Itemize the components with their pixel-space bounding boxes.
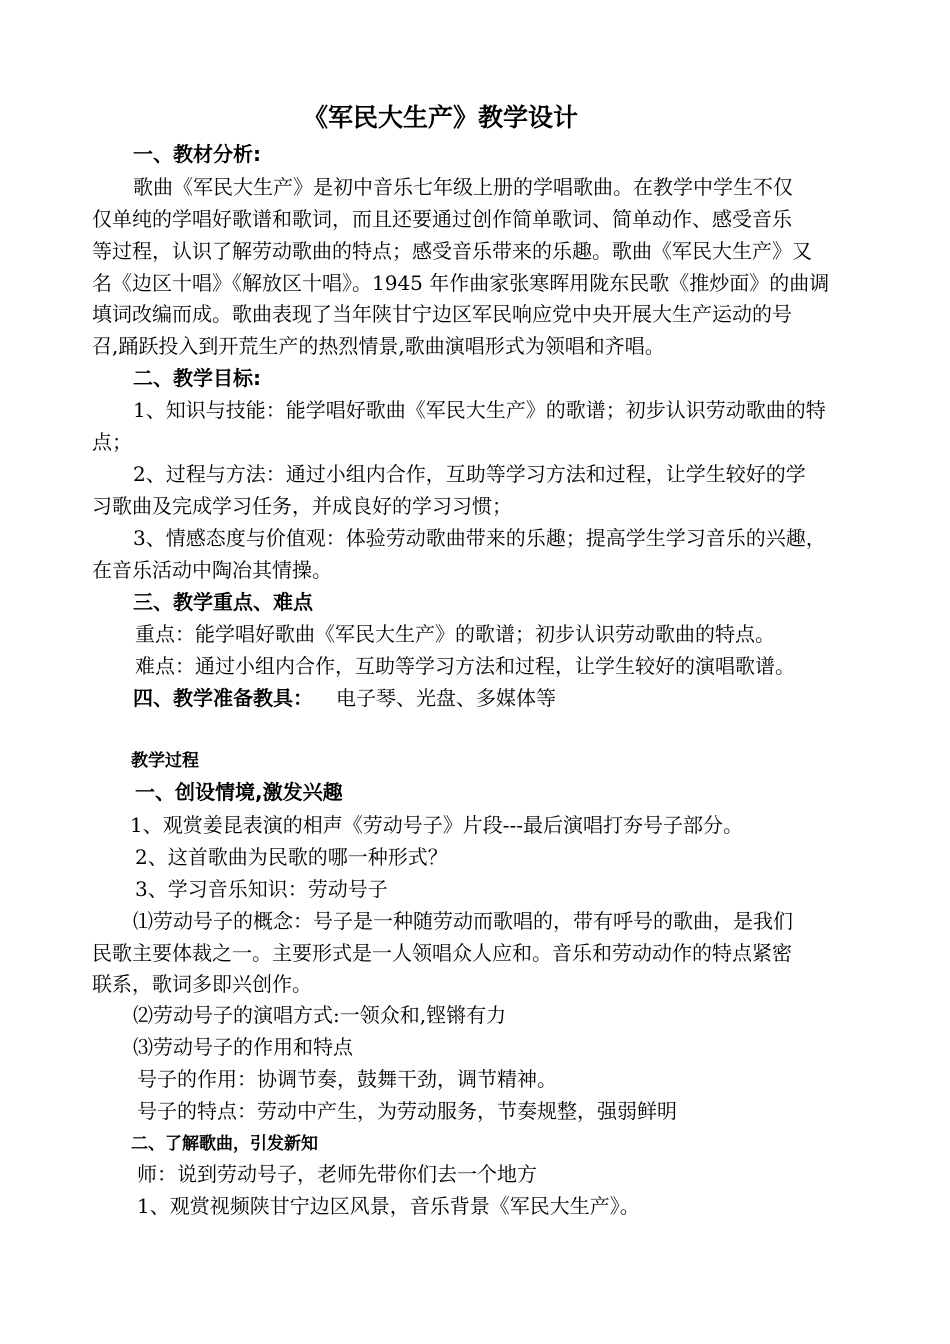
process-part2-heading: 二、了解歌曲，引发新知 [131, 1134, 318, 1154]
paragraph-line: 习歌曲及完成学习任务，并成良好的学习习惯； [92, 494, 512, 518]
section-heading-teaching-goals: 二、教学目标: [133, 366, 261, 390]
paragraph-line: 在音乐活动中陶冶其情操。 [92, 558, 332, 582]
section-heading-material-analysis: 一、教材分析: [133, 142, 261, 166]
paragraph-line: 号子的特点：劳动中产生，为劳动服务，节奏规整，强弱鲜明 [137, 1099, 677, 1123]
paragraph-line: 名《边区十唱》《解放区十唱》。1945 年作曲家张寒晖用陇东民歌《推炒面》的曲调 [92, 271, 830, 295]
paragraph-line: 民歌主要体裁之一。主要形式是一人领唱众人应和。音乐和劳动动作的特点紧密 [92, 941, 792, 965]
paragraph-line: 2、这首歌曲为民歌的哪一种形式？ [135, 845, 448, 869]
paragraph-line: 1、观赏姜昆表演的相声《劳动号子》片段---最后演唱打夯号子部分。 [130, 813, 743, 837]
section-heading-key-points: 三、教学重点、难点 [133, 590, 313, 614]
paragraph-line: 点； [92, 430, 132, 454]
paragraph-line: 仅单纯的学唱好歌谱和歌词，而且还要通过创作简单歌词、简单动作、感受音乐 [92, 207, 792, 231]
paragraph-line: ⑶劳动号子的作用和特点 [133, 1035, 353, 1059]
paragraph-line: 师：说到劳动号子，老师先带你们去一个地方 [137, 1162, 537, 1186]
process-part1-heading: 一、创设情境,激发兴趣 [135, 780, 343, 804]
paragraph-line: 3、学习音乐知识：劳动号子 [135, 877, 388, 901]
section-heading-teaching-aids: 四、教学准备教具： [133, 686, 313, 710]
teaching-aids-value: 电子琴、光盘、多媒体等 [336, 686, 556, 710]
paragraph-line: 1、知识与技能：能学唱好歌曲《军民大生产》的歌谱；初步认识劳动歌曲的特 [133, 398, 826, 422]
paragraph-line: 1、观赏视频陕甘宁边区风景，音乐背景《军民大生产》。 [137, 1194, 640, 1218]
paragraph-line: 歌曲《军民大生产》是初中音乐七年级上册的学唱歌曲。在教学中学生不仅 [133, 175, 793, 199]
paragraph-line: 重点：能学唱好歌曲《军民大生产》的歌谱；初步认识劳动歌曲的特点。 [135, 622, 775, 646]
paragraph-line: 联系，歌词多即兴创作。 [92, 972, 312, 996]
paragraph-line: 召,踊跃投入到开荒生产的热烈情景,歌曲演唱形式为领唱和齐唱。 [92, 334, 665, 358]
process-heading: 教学过程 [131, 751, 199, 771]
document-title: 《军民大生产》教学设计 [303, 103, 579, 132]
paragraph-line: ⑴劳动号子的概念：号子是一种随劳动而歌唱的，带有呼号的歌曲，是我们 [133, 909, 793, 933]
paragraph-line: 难点：通过小组内合作，互助等学习方法和过程，让学生较好的演唱歌谱。 [135, 654, 795, 678]
paragraph-line: 号子的作用：协调节奏，鼓舞干劲，调节精神。 [137, 1067, 557, 1091]
paragraph-line: 2、过程与方法：通过小组内合作，互助等学习方法和过程，让学生较好的学 [133, 462, 806, 486]
paragraph-line: 等过程，认识了解劳动歌曲的特点；感受音乐带来的乐趣。歌曲《军民大生产》又 [92, 239, 812, 263]
paragraph-line: 填词改编而成。歌曲表现了当年陕甘宁边区军民响应党中央开展大生产运动的号 [92, 302, 792, 326]
paragraph-line: ⑵劳动号子的演唱方式:一领众和,铿锵有力 [133, 1003, 507, 1027]
paragraph-line: 3、情感态度与价值观：体验劳动歌曲带来的乐趣；提高学生学习音乐的兴趣， [133, 526, 826, 550]
